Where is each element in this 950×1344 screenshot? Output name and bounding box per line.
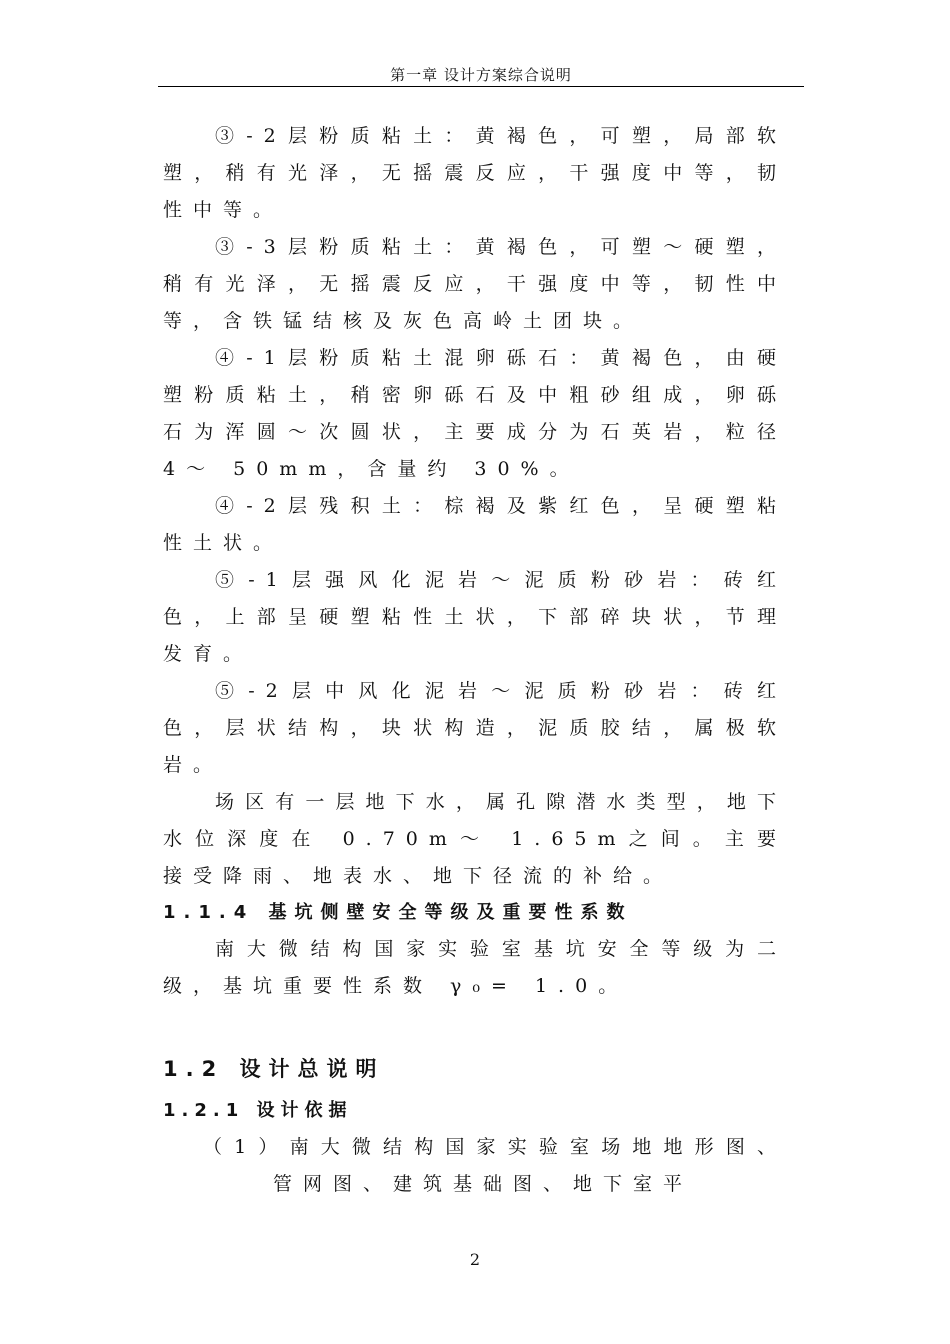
page-number: 2 [469, 1250, 481, 1269]
page-header-title: 第一章 设计方案综合说明 [390, 66, 572, 84]
paragraph-layer-4-2: ④-2层残积土：棕褐及紫红色，呈硬塑粘性土状。 [163, 495, 787, 554]
heading-1-2-1: 1.2.1 设计依据 [163, 1100, 353, 1121]
paragraph-layer-5-2: ⑤-2层中风化泥岩～泥质粉砂岩：砖红色，层状结构，块状构造，泥质胶结，属极软岩。 [163, 680, 787, 776]
heading-1-1-4: 1.1.4 基坑侧壁安全等级及重要性系数 [163, 902, 633, 923]
paragraph-groundwater: 场区有一层地下水，属孔隙潜水类型，地下水位深度在 0.70m～ 1.65m之间。主要接受降雨、地表水、地下径流的补给。 [163, 791, 787, 887]
paragraph-layer-5-1: ⑤-1层强风化泥岩～泥质粉砂岩：砖红色，上部呈硬塑粘性土状，下部碎块状，节理发育。 [163, 569, 787, 665]
list-item-1: （1）南大微结构国家实验室场地地形图、管网图、建筑基础图、地下室平 [203, 1136, 787, 1195]
paragraph-layer-3-3: ③-3层粉质粘土：黄褐色，可塑～硬塑，稍有光泽，无摇震反应，干强度中等，韧性中等，含铁锰结核及灰色高岭土团块。 [163, 236, 787, 332]
heading-1-2: 1.2 设计总说明 [163, 1057, 385, 1081]
paragraph-layer-4-1: ④-1层粉质粘土混卵砾石：黄褐色，由硬塑粉质粘土，稍密卵砾石及中粗砂组成，卵砾石为浑圆～次圆状，主要成分为石英岩，粒径 4～ 50mm，含量约 30%。 [163, 347, 787, 480]
header-divider [158, 86, 804, 87]
paragraph-layer-3-2: ③-2层粉质粘土：黄褐色，可塑，局部软塑，稍有光泽，无摇震反应，干强度中等，韧性中等。 [163, 125, 787, 221]
paragraph-safety-grade: 南大微结构国家实验室基坑安全等级为二级，基坑重要性系数 γ₀= 1.0。 [163, 938, 787, 997]
document-body [163, 118, 787, 1203]
